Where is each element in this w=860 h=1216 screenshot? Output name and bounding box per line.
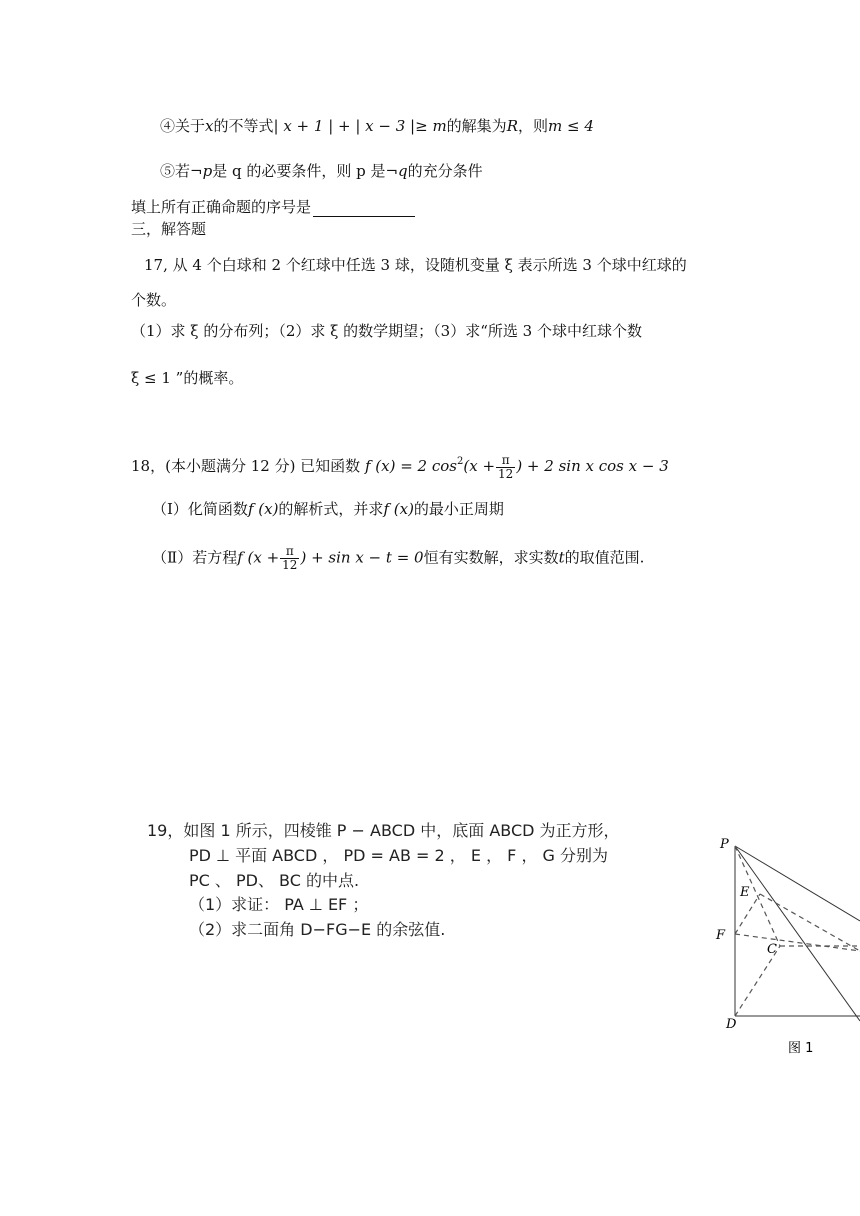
part1-mid: 的解析式，并求 [278, 500, 384, 518]
function-def-lhs: f (x) = 2 cos [364, 457, 457, 475]
segment-FE-dashed [735, 894, 760, 934]
problem-17-line3: （1）求 ξ 的分布列；（2）求 ξ 的数学期望；（3）求“所选 3 个球中红球个数 [131, 322, 642, 340]
pi-over-12-fraction [496, 454, 515, 481]
not-q: ¬q [385, 162, 408, 180]
statement-4 [160, 116, 594, 136]
problem-19-line4: （1）求证： PA ⊥ EF ； [189, 895, 369, 914]
statement-5-mid: 是 q 的必要条件，则 p 是 [212, 162, 386, 180]
problem-19-line1: 19，如图 1 所示，四棱锥 P − ABCD 中，底面 ABCD 为正方形， [147, 821, 620, 840]
part1-post: 的最小正周期 [413, 500, 504, 518]
segment-FG-dashed [735, 934, 860, 951]
fill-in-prompt [131, 197, 415, 217]
statement-5-post: 的充分条件 [407, 162, 483, 180]
problem-17-line4: ξ ≤ 1 ”的概率。 [131, 369, 244, 387]
inequality-expr: | x + 1 | + | x − 3 |≥ m [273, 117, 447, 135]
part2-prefix: （Ⅱ）若方程 [152, 548, 238, 567]
fx-symbol: f (x) [247, 500, 279, 518]
part2-mid: 恒有实数解，求实数 [423, 548, 559, 567]
problem-18-part1 [152, 499, 504, 519]
label-D: D [726, 1017, 737, 1032]
x-plus: (x + [463, 457, 496, 475]
var-t: t [558, 548, 565, 567]
equation-tail: ) + sin x − t = 0 [300, 548, 424, 567]
problem-17-line2: 个数。 [131, 291, 177, 309]
fraction-denominator-2: 12 [282, 558, 298, 572]
pyramid-figure [700, 826, 860, 1056]
problem-19-line5: （2）求二面角 D−FG−E 的余弦值. [189, 920, 446, 939]
part2-post: 的取值范围. [564, 548, 645, 567]
problem-19-line3: PC 、 PD、 BC 的中点. [189, 871, 360, 890]
function-def-tail: ) + 2 sin x cos x − 3 [516, 457, 669, 475]
equation-lhs: f (x + [237, 548, 280, 567]
edge-PA [735, 846, 860, 1021]
label-E: E [740, 885, 750, 900]
not-p: ¬p [190, 162, 213, 180]
pi-over-12-fraction-2 [280, 545, 299, 572]
part1-prefix: （Ⅰ）化简函数 [152, 500, 248, 518]
answer-blank [313, 202, 415, 217]
fraction-denominator: 12 [498, 466, 514, 481]
statement-5-prefix: ⑤若 [160, 162, 191, 180]
fraction-numerator-2: π [280, 545, 299, 559]
fx-symbol-2: f (x) [383, 500, 414, 518]
label-F: F [716, 928, 726, 943]
set-R: R [506, 117, 518, 135]
statement-5 [160, 161, 483, 181]
label-P: P [720, 837, 729, 852]
figure-caption: 图 1 [788, 1041, 814, 1056]
statement-4-then: ，则 [517, 117, 548, 135]
statement-4-mid: 的不等式 [213, 117, 274, 135]
var-x: x [205, 117, 214, 135]
section-heading: 三，解答题 [131, 220, 207, 238]
problem-18-label: 18，(本小题满分 12 分) 已知函数 [131, 457, 361, 475]
statement-4-prefix: ④关于 [160, 117, 206, 135]
label-C: C [767, 942, 777, 957]
problem-18-part2 [152, 545, 644, 572]
edge-PB [735, 846, 860, 921]
fill-in-label: 填上所有正确命题的序号是 [131, 198, 312, 216]
problem-17-line1: 17, 从 4 个白球和 2 个红球中任选 3 球，设随机变量 ξ 表示所选 3 个球中红球的 [144, 256, 687, 274]
m-condition: m ≤ 4 [548, 117, 594, 135]
problem-18-intro [131, 452, 669, 481]
statement-4-post: 的解集为 [446, 117, 507, 135]
square-exponent: 2 [457, 456, 464, 467]
fraction-numerator: π [496, 454, 515, 468]
problem-19-line2: PD ⊥ 平面 ABCD ， PD = AB = 2 ， E ， F ， G 分别为 [189, 846, 609, 865]
